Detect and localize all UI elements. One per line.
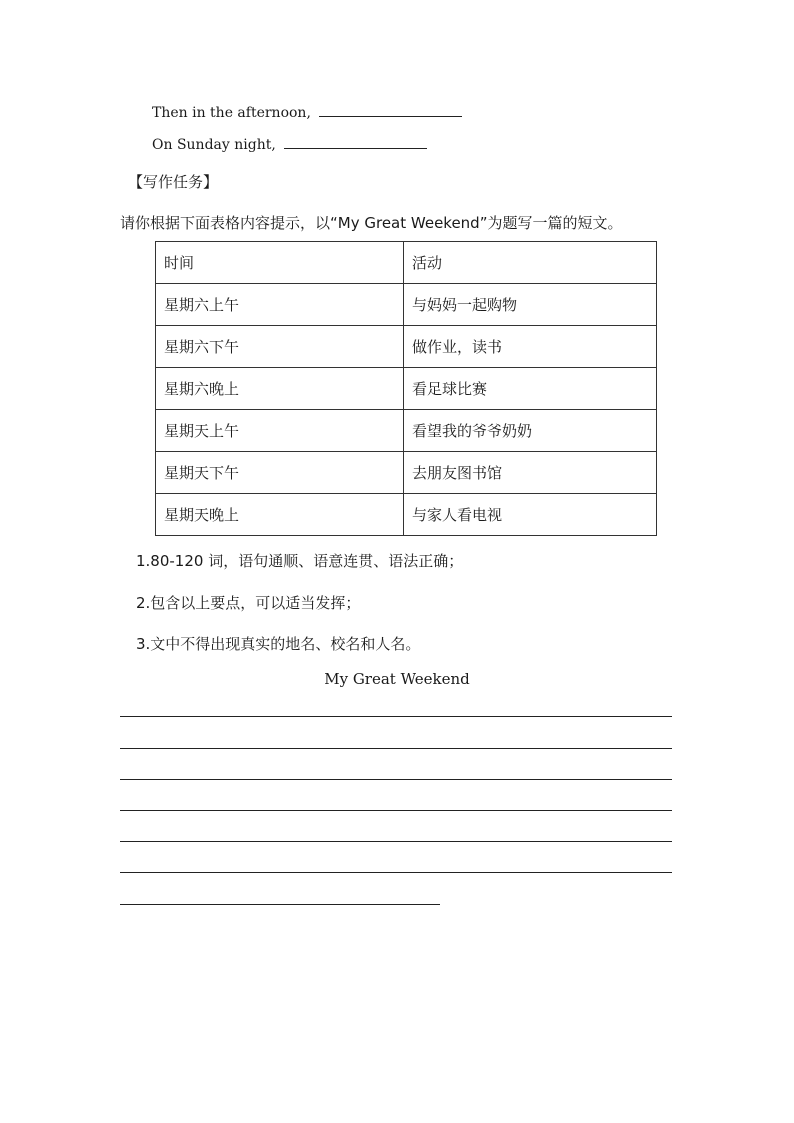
writing-line[interactable]	[120, 810, 672, 811]
row-activity: 与家人看电视	[403, 494, 656, 536]
writing-line[interactable]	[120, 716, 672, 717]
schedule-table	[155, 241, 657, 536]
row-activity: 与妈妈一起购物	[403, 284, 656, 326]
row-activity: 看足球比赛	[403, 368, 656, 410]
row-activity: 去朋友图书馆	[403, 452, 656, 494]
prompt-afternoon-label: Then in the afternoon,	[152, 105, 311, 121]
row-time: 星期天下午	[156, 452, 404, 494]
writing-line[interactable]	[120, 904, 440, 905]
header-activity: 活动	[403, 242, 656, 284]
section-heading: 【写作任务】	[128, 173, 219, 191]
table-row	[156, 410, 657, 452]
requirement-1: 1.80-120 词，语句通顺、语意连贯、语法正确；	[136, 552, 464, 570]
prompt-sunday-night	[152, 134, 427, 155]
row-time: 星期六上午	[156, 284, 404, 326]
task-instruction: 请你根据下面表格内容提示，以“My Great Weekend”为题写一篇的短文。	[120, 214, 623, 232]
row-time: 星期天晚上	[156, 494, 404, 536]
table-row	[156, 452, 657, 494]
prompt-sunday-night-label: On Sunday night,	[152, 137, 276, 153]
row-time: 星期六晚上	[156, 368, 404, 410]
essay-title: My Great Weekend	[324, 670, 470, 688]
sunday-night-blank[interactable]	[284, 134, 427, 149]
table-header-row	[156, 242, 657, 284]
writing-line[interactable]	[120, 779, 672, 780]
header-time: 时间	[156, 242, 404, 284]
row-time: 星期六下午	[156, 326, 404, 368]
writing-line[interactable]	[120, 841, 672, 842]
writing-line[interactable]	[120, 872, 672, 873]
afternoon-blank[interactable]	[319, 102, 462, 117]
prompt-afternoon	[152, 102, 462, 123]
row-activity: 看望我的爷爷奶奶	[403, 410, 656, 452]
writing-line[interactable]	[120, 748, 672, 749]
requirement-3: 3.文中不得出现真实的地名、校名和人名。	[136, 635, 421, 653]
table-row	[156, 284, 657, 326]
table-row	[156, 494, 657, 536]
table-row	[156, 368, 657, 410]
row-time: 星期天上午	[156, 410, 404, 452]
row-activity: 做作业，读书	[403, 326, 656, 368]
table-row	[156, 326, 657, 368]
requirement-2: 2.包含以上要点，可以适当发挥；	[136, 594, 361, 612]
